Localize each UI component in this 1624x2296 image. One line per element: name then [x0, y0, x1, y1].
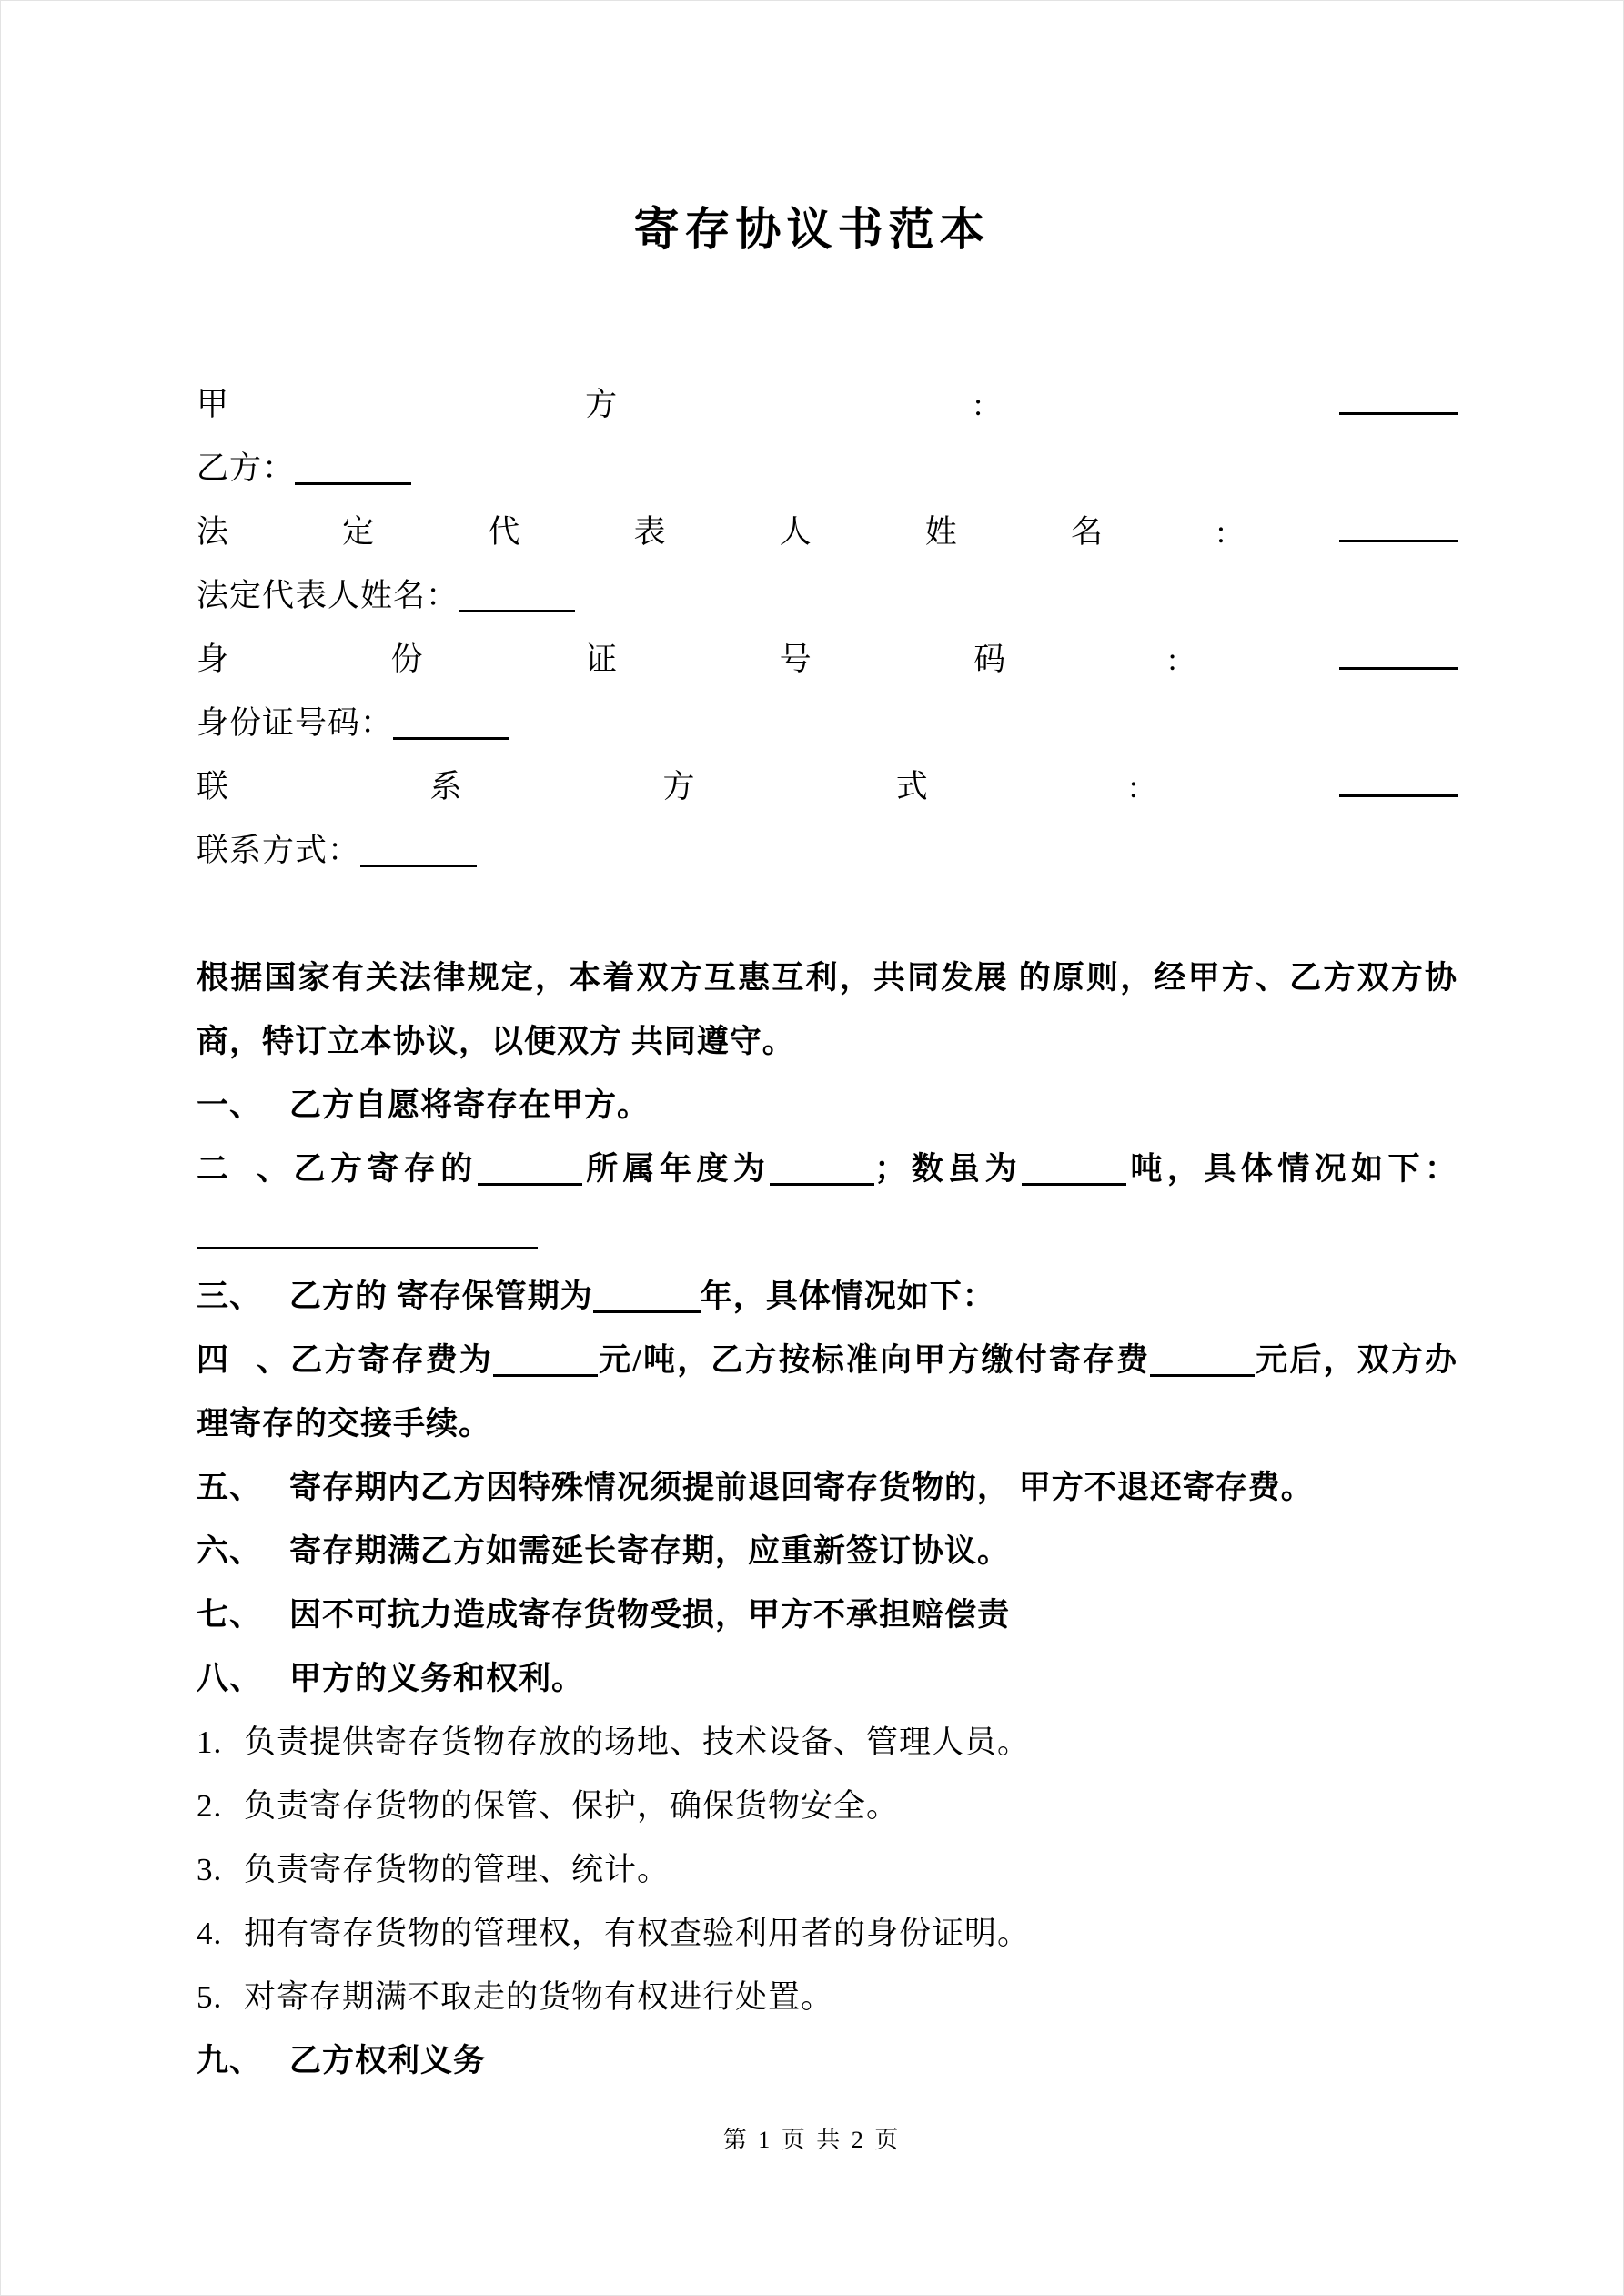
- document-title: 寄存协议书范本: [633, 204, 991, 255]
- text-run: 商，特订立本协议，以便双方 共同遵守。: [197, 1024, 795, 1059]
- fill-in-blank: [1339, 784, 1458, 797]
- text-run: :: [973, 387, 983, 422]
- text-run: 负责提供寄存货物存放的场地、技术设备、管理人员。: [244, 1725, 1031, 1760]
- text-run: 方: [585, 387, 619, 422]
- text-run: 码: [973, 642, 1007, 677]
- text-run: :: [1216, 514, 1226, 550]
- document-line: [197, 1711, 1458, 1775]
- document-line: [197, 819, 1458, 883]
- fill-in-blank: [197, 1236, 538, 1249]
- text-run: 人: [779, 514, 812, 550]
- text-run: 年，具体情况如下：: [700, 1279, 995, 1314]
- text-run: 联: [197, 769, 230, 804]
- text-run: 根据国家有关法律规定，本着双方互惠互利，共同发展 的原则，经甲方、乙方双方协: [197, 960, 1458, 996]
- text-run: 乙方的 寄存保管期为: [289, 1279, 593, 1314]
- clause-number: 九、: [197, 2043, 263, 2079]
- fill-in-blank: [1339, 529, 1458, 542]
- text-run: 名: [1070, 514, 1104, 550]
- document-line: [197, 755, 1458, 819]
- text-run: 元后，双方办: [1255, 1342, 1458, 1378]
- text-run: 姓: [924, 514, 958, 550]
- text-run: 吨，具体情况如下：: [1126, 1151, 1458, 1187]
- fill-in-blank: [493, 1363, 598, 1377]
- text-run: 代: [488, 514, 521, 550]
- text-run: 所属年度为: [581, 1151, 771, 1187]
- text-run: 甲: [197, 387, 230, 422]
- clause-number: 三、: [197, 1279, 263, 1314]
- document-line: [197, 1138, 1458, 1201]
- text-run: 乙方寄存费为: [289, 1342, 493, 1378]
- document-line: [197, 373, 1458, 437]
- document-line: [197, 1265, 1458, 1329]
- document-line: [197, 1775, 1458, 1838]
- text-run: 联系方式：: [197, 833, 361, 868]
- fill-in-blank: [459, 599, 575, 612]
- clause-number: 五、: [197, 1470, 263, 1505]
- document-line: [197, 1647, 1458, 1711]
- clause-number: 二、: [197, 1151, 289, 1187]
- document-line: [197, 628, 1458, 692]
- clause-number: 一、: [197, 1087, 263, 1123]
- text-run: 式: [895, 769, 929, 804]
- text-run: 理寄存的交接手续。: [197, 1406, 492, 1441]
- text-run: 定: [342, 514, 376, 550]
- text-run: 负责寄存货物的保管、保护，确保货物安全。: [244, 1788, 900, 1824]
- fill-in-blank: [1339, 656, 1458, 670]
- document-line: [197, 1201, 1458, 1265]
- clause-number: 5.: [197, 1979, 223, 2015]
- text-run: 甲方的义务和权利。: [289, 1661, 585, 1696]
- document-line: [197, 1966, 1458, 2029]
- text-run: 负责寄存货物的管理、统计。: [244, 1852, 671, 1887]
- text-run: 法定代表人姓名：: [197, 578, 459, 613]
- text-run: 对寄存期满不取走的货物有权进行处置。: [244, 1979, 834, 2015]
- text-run: 乙方自愿将寄存在甲方。: [289, 1087, 651, 1123]
- text-run: 法: [197, 514, 230, 550]
- text-run: 乙方权利义务: [289, 2043, 487, 2079]
- text-run: 表: [633, 514, 667, 550]
- clause-number: 1.: [197, 1725, 223, 1760]
- document-line: [197, 437, 1458, 501]
- fill-in-blank: [1150, 1363, 1255, 1377]
- document-line: [197, 1902, 1458, 1966]
- text-run: :: [1167, 642, 1178, 677]
- text-run: 身: [197, 642, 230, 677]
- fill-in-blank: [770, 1172, 874, 1186]
- text-run: 因不可抗力造成寄存货物受损，甲方不承担赔偿责: [289, 1597, 1011, 1633]
- document-line: [197, 1520, 1458, 1583]
- clause-number: 八、: [197, 1661, 263, 1696]
- document-line: [197, 692, 1458, 755]
- document-body: [197, 373, 1458, 2093]
- text-run: 份: [390, 642, 424, 677]
- text-run: 乙方寄存的: [289, 1151, 478, 1187]
- text-run: 元/吨，乙方按标准向甲方缴付寄存费: [597, 1342, 1151, 1378]
- document-line: [197, 1392, 1458, 1456]
- text-run: 寄存期满乙方如需延长寄存期，应重新签订协议。: [289, 1533, 1011, 1569]
- fill-in-blank: [593, 1300, 701, 1313]
- document-line: [197, 1583, 1458, 1647]
- clause-number: 3.: [197, 1852, 223, 1887]
- document-line: [197, 2029, 1458, 2093]
- text-run: 号: [779, 642, 812, 677]
- fill-in-blank: [1022, 1172, 1126, 1186]
- clause-number: 4.: [197, 1916, 223, 1951]
- fill-in-blank: [295, 471, 411, 485]
- clause-number: 七、: [197, 1597, 263, 1633]
- text-run: 拥有寄存货物的管理权，有权查验利用者的身份证明。: [244, 1916, 1031, 1951]
- text-run: 系: [429, 769, 463, 804]
- text-run: 证: [585, 642, 619, 677]
- fill-in-blank: [360, 854, 477, 867]
- document-line: [197, 1329, 1458, 1392]
- text-run: ；数虽为: [874, 1151, 1023, 1187]
- clause-number: 四、: [197, 1342, 289, 1378]
- fill-in-blank: [478, 1172, 582, 1186]
- document-line: [197, 1010, 1458, 1074]
- page-number-footer: 第 1 页 共 2 页: [722, 2127, 902, 2153]
- fill-in-blank: [393, 726, 509, 740]
- fill-in-blank: [1339, 401, 1458, 415]
- document-line: [197, 564, 1458, 628]
- blank-line: [197, 883, 1458, 946]
- document-line: [197, 946, 1458, 1010]
- text-run: :: [1129, 769, 1139, 804]
- clause-number: 六、: [197, 1533, 263, 1569]
- document-line: [197, 1074, 1458, 1138]
- text-run: 乙方：: [197, 450, 296, 486]
- text-run: 方: [662, 769, 696, 804]
- document-line: [197, 1456, 1458, 1520]
- document-line: [197, 501, 1458, 564]
- text-run: 身份证号码：: [197, 705, 394, 741]
- clause-number: 2.: [197, 1788, 223, 1824]
- text-run: 寄存期内乙方因特殊情况须提前退回寄存货物的， 甲方不退还寄存费。: [289, 1470, 1314, 1505]
- document-line: [197, 1838, 1458, 1902]
